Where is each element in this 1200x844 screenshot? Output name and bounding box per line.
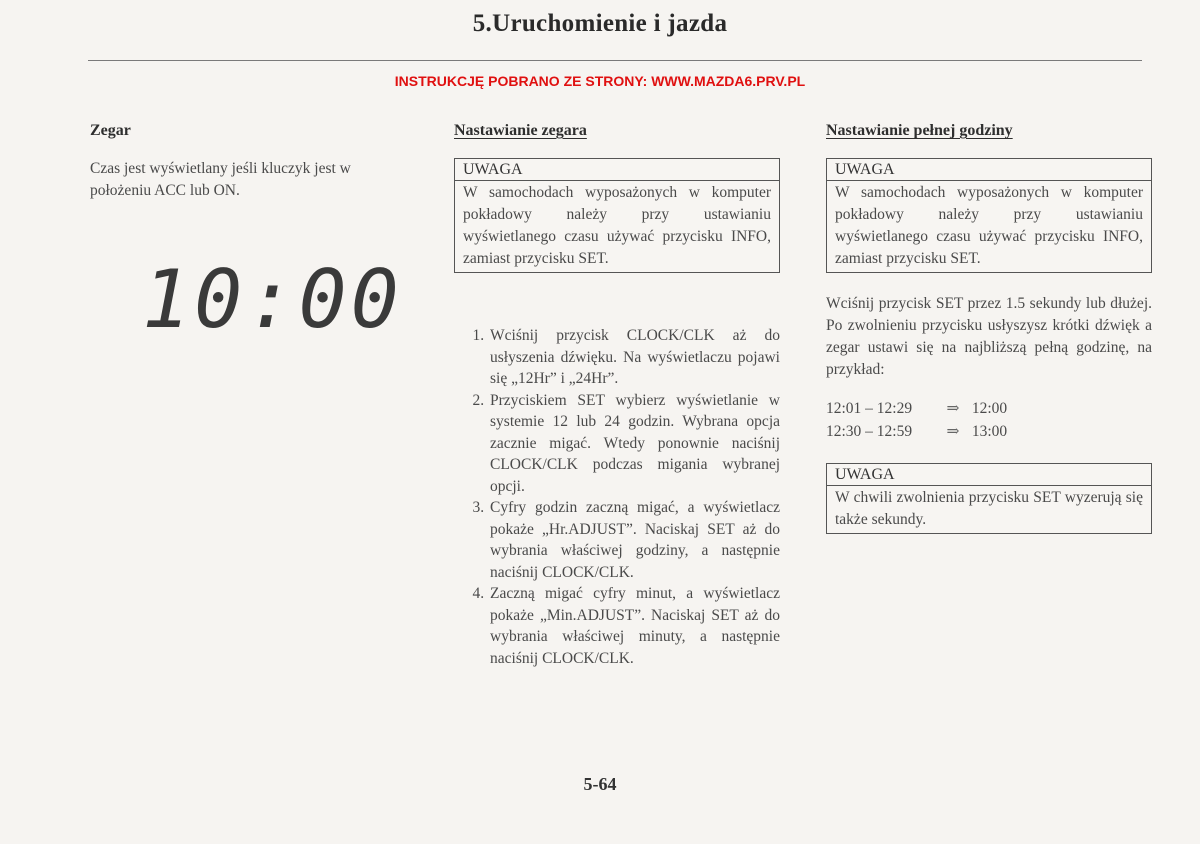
time-example-row	[826, 397, 1152, 420]
warning-text: W chwili zwolnienia przycisku SET wyzerują się także sekundy.	[835, 489, 1143, 528]
warning-title: UWAGA	[827, 464, 1151, 486]
time-range: 12:30 – 12:59	[826, 423, 913, 440]
source-banner: INSTRUKCJĘ POBRANO ZE STRONY: WWW.MAZDA6.PRV.PL	[394, 73, 806, 89]
list-item: 4. Zaczną migać cyfry minut, a wyświetlacz pokaże „Min.ADJUST”. Naciskaj SET aż do wybrania właściwej minuty, a następnie naciśnij CLOCK/CLK.	[488, 583, 780, 669]
page-number: 5-64	[583, 774, 617, 794]
warning-title: UWAGA	[455, 159, 779, 181]
full-hour-description: Wciśnij przycisk SET przez 1.5 sekundy lub dłużej. Po zwolnieniu przycisku usłyszysz krótki dźwięk a zegar ustawi się na najbliższą pełną godzinę, na przykład:	[826, 295, 1152, 378]
column-set-clock	[454, 122, 780, 669]
arrow-icon: ⇒	[946, 400, 960, 417]
warning-title: UWAGA	[827, 159, 1151, 181]
rounded-time: 12:00	[971, 400, 1008, 417]
clock-description: Czas jest wyświetlany jeśli kluczyk jest w położeniu ACC lub ON.	[90, 160, 351, 199]
warning-box	[826, 463, 1152, 534]
time-example-row	[826, 420, 1152, 443]
time-examples	[826, 397, 1152, 443]
rounded-time: 13:00	[971, 423, 1008, 440]
warning-text: W samochodach wyposażonych w komputer pokładowy należy przy ustawianiu wyświetlanego czasu używać przycisku INFO, zamiast przycisku SET.	[463, 184, 771, 267]
section-heading-full-hour: Nastawianie pełnej godziny	[826, 122, 1013, 139]
section-heading-set-clock: Nastawianie zegara	[454, 122, 587, 139]
warning-text: W samochodach wyposażonych w komputer pokładowy należy przy ustawianiu wyświetlanego czasu używać przycisku INFO, zamiast przycisku SET.	[835, 184, 1143, 267]
section-heading-clock: Zegar	[90, 122, 131, 139]
list-item: 3. Cyfry godzin zaczną migać, a wyświetlacz pokaże „Hr.ADJUST”. Naciskaj SET aż do wybrania właściwej godziny, a następnie naciśnij CLOCK/CLK.	[488, 497, 780, 583]
time-range: 12:01 – 12:29	[826, 400, 913, 417]
warning-box	[454, 158, 780, 273]
column-clock-intro	[90, 122, 410, 346]
list-item: 1. Wciśnij przycisk CLOCK/CLK aż do usłyszenia dźwięku. Na wyświetlaczu pojawi się „12Hr” i „24Hr”.	[488, 325, 780, 390]
header-divider	[88, 60, 1142, 61]
steps-list	[454, 325, 780, 669]
column-full-hour	[826, 122, 1152, 534]
arrow-icon: ⇒	[946, 423, 960, 440]
clock-display-illustration: 10:00	[142, 253, 403, 346]
warning-box	[826, 158, 1152, 273]
list-item: 2. Przyciskiem SET wybierz wyświetlanie w systemie 12 lub 24 godzin. Wybrana opcja zacznie migać. Wtedy ponownie naciśnij CLOCK/CLK podczas migania wybranej opcji.	[488, 390, 780, 498]
page-title: 5.Uruchomienie i jazda	[472, 10, 728, 37]
